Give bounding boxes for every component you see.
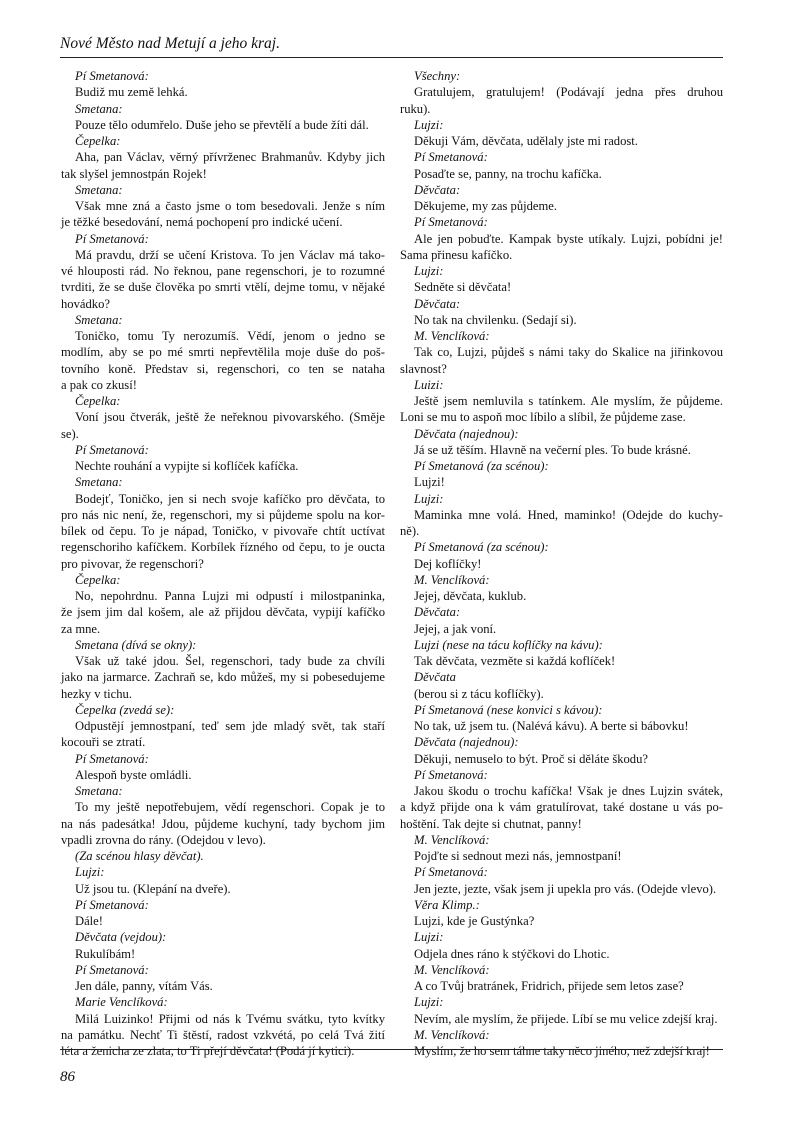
speaker-label: Lujzi (nese na tácu koflíčky na kávu): <box>414 637 603 652</box>
speaker-label: Pí Smetanová (nese konvici s kávou): <box>414 702 603 717</box>
dialogue-line: tovního koně. Představ si, regenschori, co ten se nataha <box>61 361 385 376</box>
dialogue-line: ruku). <box>400 101 431 116</box>
dialogue-entry <box>61 637 385 702</box>
dialogue-line: regenschoriho kafíčkem. Korbílek řízného od čepu, to je oucta <box>61 540 385 555</box>
dialogue-entry <box>75 101 385 134</box>
dialogue-entry <box>414 734 723 767</box>
dialogue-line: No tak, už jsem tu. (Nalévá kávu). A berte si bábovku! <box>414 719 689 733</box>
dialogue-entry <box>414 702 723 735</box>
dialogue-entry <box>75 751 385 784</box>
dialogue-line: na nás padesátka! Jdou, půjdeme kuchyní, tady bychom jim <box>61 816 385 831</box>
dialogue-line: Však mne zná a často jsme o tom besedovali. Jenže s ním <box>75 199 385 213</box>
speaker-label: Lujzi: <box>414 264 444 278</box>
dialogue-entry <box>414 832 723 865</box>
speaker-label: Děvčata (najednou): <box>414 735 519 750</box>
speaker-label: Pí Smetanová: <box>414 767 488 782</box>
dialogue-line: To my ještě nepotřebujem, vědí regenschori. Copak je to <box>75 800 385 815</box>
speaker-label: Pí Smetanová: <box>75 69 149 83</box>
dialogue-line: Odjela dnes ráno k stýčkovi do Lhotic. <box>414 946 610 961</box>
dialogue-line: Ale jen pobuďte. Kampak byste utíkaly. Lujzi, pobídni je! <box>414 231 723 246</box>
dialogue-line: Má pravdu, drží se učení Kristova. To jen Václav má tako- <box>75 247 385 262</box>
right-column <box>400 68 723 1059</box>
dialogue-entry <box>61 393 385 442</box>
speaker-label: M. Venclíková: <box>414 329 490 343</box>
dialogue-line: tvrditi, že se duše člověka po smrti vtělí, dejme tomu, v nějaké <box>61 280 385 295</box>
dialogue-line: (berou si z tácu koflíčky). <box>414 686 544 701</box>
speaker-label: Pí Smetanová (za scénou): <box>414 459 549 473</box>
dialogue-entry <box>414 637 723 670</box>
dialogue-line: Ještě jsem nemluvila s tatínkem. Ale myslím, že půjdeme. <box>414 394 723 408</box>
dialogue-entry <box>400 68 723 117</box>
dialogue-entry <box>414 897 723 930</box>
dialogue-entry <box>61 182 385 231</box>
speaker-label: Lujzi: <box>414 117 444 132</box>
dialogue-line: Dej koflíčky! <box>414 556 482 571</box>
dialogue-line: Maminka mne volá. Hned, maminko! (Odejde do kuchy- <box>414 507 723 522</box>
dialogue-line: se). <box>61 426 79 441</box>
dialogue-line: Jejej, a jak voní. <box>414 621 497 636</box>
dialogue-entry <box>61 702 385 751</box>
speaker-label: Děvčata: <box>414 296 461 311</box>
dialogue-line: Pojďte si sednout mezi nás, jemnostpaní! <box>414 849 622 863</box>
speaker-label: Děvčata <box>414 670 456 685</box>
speaker-label: (Za scénou hlasy děvčat). <box>75 849 204 863</box>
dialogue-line: hovádko? <box>61 296 110 311</box>
speaker-label: Smetana: <box>75 182 123 197</box>
dialogue-entry <box>414 669 723 702</box>
dialogue-entry <box>61 474 385 572</box>
dialogue-entry <box>75 442 385 475</box>
speaker-label: Luizi: <box>414 377 444 392</box>
speaker-label: Děvčata: <box>414 605 461 620</box>
dialogue-entry <box>414 539 723 572</box>
dialogue-entry <box>400 214 723 263</box>
speaker-label: Všechny: <box>414 69 461 83</box>
dialogue-line: pro pivovar, že regenschori? <box>61 556 204 571</box>
dialogue-entry <box>75 864 385 897</box>
dialogue-line: Děkuji, nemuselo to být. Proč si děláte škodu? <box>414 751 648 766</box>
speaker-label: Pí Smetanová: <box>75 897 149 912</box>
dialogue-line: Myslím, že ho sem táhne taky něco jiného, než zdejší kraj! <box>414 1044 710 1058</box>
speaker-label: Čepelka: <box>75 572 121 587</box>
dialogue-line: vpadli zrovna do rány. (Odejdou v levo). <box>61 832 266 847</box>
speaker-label: Pí Smetanová: <box>75 231 149 246</box>
speaker-label: Lujzi: <box>414 995 444 1010</box>
dialogue-entry <box>414 1027 723 1060</box>
dialogue-line: Aha, pan Václav, věrný přívrženec Brahmanův. Kdyby jich <box>75 150 385 165</box>
speaker-label: Lujzi: <box>414 491 444 506</box>
speaker-label: Smetana: <box>75 475 123 490</box>
dialogue-line: Loni se mu to aspoň moc líbilo a slíbil, že půjdeme zase. <box>400 410 686 425</box>
dialogue-line: bílek od čepu. To je nápad, Toničko, v pivovaře chtít uctívat <box>61 524 385 538</box>
dialogue-line: jako na jarmarce. Zachraň se, kdo můžeš, my si pobesedujeme <box>61 670 385 685</box>
speaker-label: Děvčata (vejdou): <box>75 930 167 945</box>
dialogue-entry <box>414 296 723 329</box>
speaker-label: Pí Smetanová: <box>75 751 149 766</box>
dialogue-line: je těžké besedování, nemá pochopení pro indické učení. <box>61 215 343 230</box>
speaker-label: Děvčata: <box>414 182 461 197</box>
dialogue-line: za mne. <box>61 621 101 636</box>
speaker-label: Pí Smetanová: <box>75 962 149 977</box>
speaker-label: Lujzi: <box>75 865 105 880</box>
speaker-label: Pí Smetanová: <box>414 150 488 165</box>
page-number: 86 <box>60 1069 75 1085</box>
dialogue-entry <box>400 377 723 426</box>
speaker-label: M. Venclíková: <box>414 572 490 587</box>
dialogue-line: Děkuji Vám, děvčata, udělaly jste mi radost. <box>414 134 638 148</box>
dialogue-line: Jejej, děvčata, kuklub. <box>414 589 527 603</box>
dialogue-line: Bodejť, Toničko, jen si nech svoje kafíčko pro děvčata, to <box>75 491 385 506</box>
speaker-label: Pí Smetanová (za scénou): <box>414 540 549 555</box>
dialogue-line: Nevím, ale myslím, že přijede. Líbí se mu velice zdejší kraj. <box>414 1011 718 1026</box>
dialogue-line: Jakou škodu o trochu kafíčka! Však je dnes Lujzin svátek, <box>414 784 723 798</box>
dialogue-entry <box>414 149 723 182</box>
speaker-label: M. Venclíková: <box>414 832 490 847</box>
dialogue-entry <box>75 848 385 864</box>
dialogue-line: ně). <box>400 524 420 538</box>
dialogue-entry <box>400 491 723 540</box>
dialogue-entry <box>414 572 723 605</box>
dialogue-entry <box>61 312 385 393</box>
dialogue-line: slavnost? <box>400 361 447 376</box>
dialogue-entry <box>414 864 723 897</box>
dialogue-entry <box>61 783 385 848</box>
dialogue-line: Gratulujem, gratulujem! (Podávají jedna přes druhou <box>414 85 723 100</box>
dialogue-entry <box>414 604 723 637</box>
dialogue-line: hoštění. Tak dejte si chutnat, panny! <box>400 816 582 831</box>
dialogue-line: Já se už těším. Hlavně na večerní ples. To bude krásné. <box>414 442 691 457</box>
speaker-label: Pí Smetanová: <box>414 865 488 880</box>
running-header: Nové Město nad Metují a jeho kraj. <box>60 35 280 52</box>
dialogue-line: Toničko, tomu Ty nerozumíš. Vědí, jenom o jedno se <box>75 329 385 343</box>
dialogue-line: No, nepohrdnu. Panna Lujzi mi odpustí i milostpaninka, <box>75 589 385 603</box>
speaker-label: Čepelka (zvedá se): <box>75 702 175 717</box>
dialogue-line: Voní jsou čtverák, ještě že neřeknou pivovarského. (Směje <box>75 410 385 425</box>
dialogue-entry <box>414 182 723 215</box>
dialogue-entry <box>400 328 723 377</box>
dialogue-line: Však už také jdou. Šel, regenschori, tady bude za chvíli <box>75 654 385 668</box>
dialogue-line: Už jsou tu. (Klepání na dveře). <box>75 881 231 896</box>
speaker-label: Pí Smetanová: <box>414 215 488 230</box>
dialogue-line: že jsem jim dal košem, ale až přijdou děvčata, vypijí kafíčko <box>61 605 385 620</box>
speaker-label: Smetana (dívá se okny): <box>75 637 197 652</box>
left-column <box>61 68 385 1059</box>
dialogue-line: modlím, aby se po mé smrti nepřevtělila moje duše do poš- <box>61 345 385 360</box>
dialogue-entry <box>61 133 385 182</box>
dialogue-line: Tak co, Lujzi, půjdeš s námi taky do Skalice na jiřinkovou <box>414 345 723 360</box>
dialogue-entry <box>414 117 723 150</box>
dialogue-line: tak slyšel jemnostpán Rojek! <box>61 166 207 181</box>
dialogue-line: Alespoň byste omládli. <box>75 767 192 782</box>
dialogue-line: Jen dále, panny, vítám Vás. <box>75 979 213 993</box>
speaker-label: M. Venclíková: <box>414 962 490 977</box>
speaker-label: Čepelka: <box>75 134 121 148</box>
dialogue-line: Nechte rouhání a vypijte si koflíček kafíčka. <box>75 459 299 473</box>
dialogue-line: hezky v tichu. <box>61 686 132 701</box>
dialogue-line: Budiž mu země lehká. <box>75 85 188 100</box>
speaker-label: Smetana: <box>75 101 123 116</box>
dialogue-line: Posaďte se, panny, na trochu kafíčka. <box>414 166 602 181</box>
speaker-label: Děvčata (najednou): <box>414 426 519 441</box>
speaker-label: Smetana: <box>75 312 123 327</box>
dialogue-line: A co Tvůj bratránek, Fridrich, přijede sem letos zase? <box>414 979 684 993</box>
header-rule <box>60 57 723 58</box>
dialogue-line: na památku. Nechť Ti štěstí, radost vzkvétá, po celá Tvá žití <box>61 1027 385 1042</box>
dialogue-entry <box>400 767 723 832</box>
speaker-label: Smetana: <box>75 784 123 798</box>
dialogue-line: vé hlouposti rád. No řeknou, pane regenschori, je to rozumné <box>61 264 385 278</box>
dialogue-line: Dále! <box>75 914 103 928</box>
dialogue-entry <box>61 231 385 312</box>
dialogue-entry <box>414 426 723 459</box>
dialogue-line: pro nás nic není, že, regenschori, my si půjdeme spolu na kor- <box>61 507 385 522</box>
speaker-label: Pí Smetanová: <box>75 442 149 457</box>
dialogue-line: Lujzi! <box>414 475 445 490</box>
speaker-label: Čepelka: <box>75 394 121 408</box>
dialogue-line: léta a ženicha ze zlata, to Ti přejí děvčata! (Podá jí kytici). <box>61 1044 355 1058</box>
dialogue-line: Rukulíbám! <box>75 946 136 961</box>
dialogue-line: Sedněte si děvčata! <box>414 280 512 295</box>
dialogue-line: a pak co zkusí! <box>61 377 137 392</box>
dialogue-line: kocouři se ztratí. <box>61 735 146 750</box>
dialogue-line: No tak na chvilenku. (Sedají si). <box>414 312 577 327</box>
dialogue-entry <box>75 962 385 995</box>
dialogue-entry <box>414 962 723 995</box>
dialogue-line: Milá Luizinko! Přijmi od nás k Tvému svátku, tyto kvítky <box>75 1011 385 1026</box>
dialogue-line: a když přijde ona k vám gratulírovat, také dostane u vás po- <box>400 800 723 815</box>
dialogue-entry <box>414 929 723 962</box>
dialogue-line: Lujzi, kde je Gustýnka? <box>414 914 535 928</box>
dialogue-line: Jen jezte, jezte, však jsem ji upekla pro vás. (Odejde vlevo). <box>414 881 717 896</box>
dialogue-entry <box>414 263 723 296</box>
speaker-label: Marie Venclíková: <box>75 995 168 1010</box>
dialogue-line: Děkujeme, my zas půjdeme. <box>414 199 558 213</box>
speaker-label: M. Venclíková: <box>414 1027 490 1042</box>
dialogue-entry <box>414 994 723 1027</box>
footer-rule <box>60 1049 723 1050</box>
dialogue-line: Pouze tělo odumřelo. Duše jeho se převtělí a bude žíti dál. <box>75 117 369 132</box>
speaker-label: Věra Klimp.: <box>414 897 480 912</box>
dialogue-entry <box>75 929 385 962</box>
dialogue-entry <box>414 458 723 491</box>
dialogue-entry <box>75 897 385 930</box>
dialogue-line: Sama přinesu kafíčko. <box>400 247 513 262</box>
speaker-label: Lujzi: <box>414 930 444 945</box>
dialogue-entry <box>75 68 385 101</box>
dialogue-line: Tak děvčata, vezměte si každá koflíček! <box>414 654 616 668</box>
dialogue-line: Odpustějí jemnostpaní, teď sem jde mladý svět, tak staří <box>75 719 385 733</box>
dialogue-entry <box>61 572 385 637</box>
